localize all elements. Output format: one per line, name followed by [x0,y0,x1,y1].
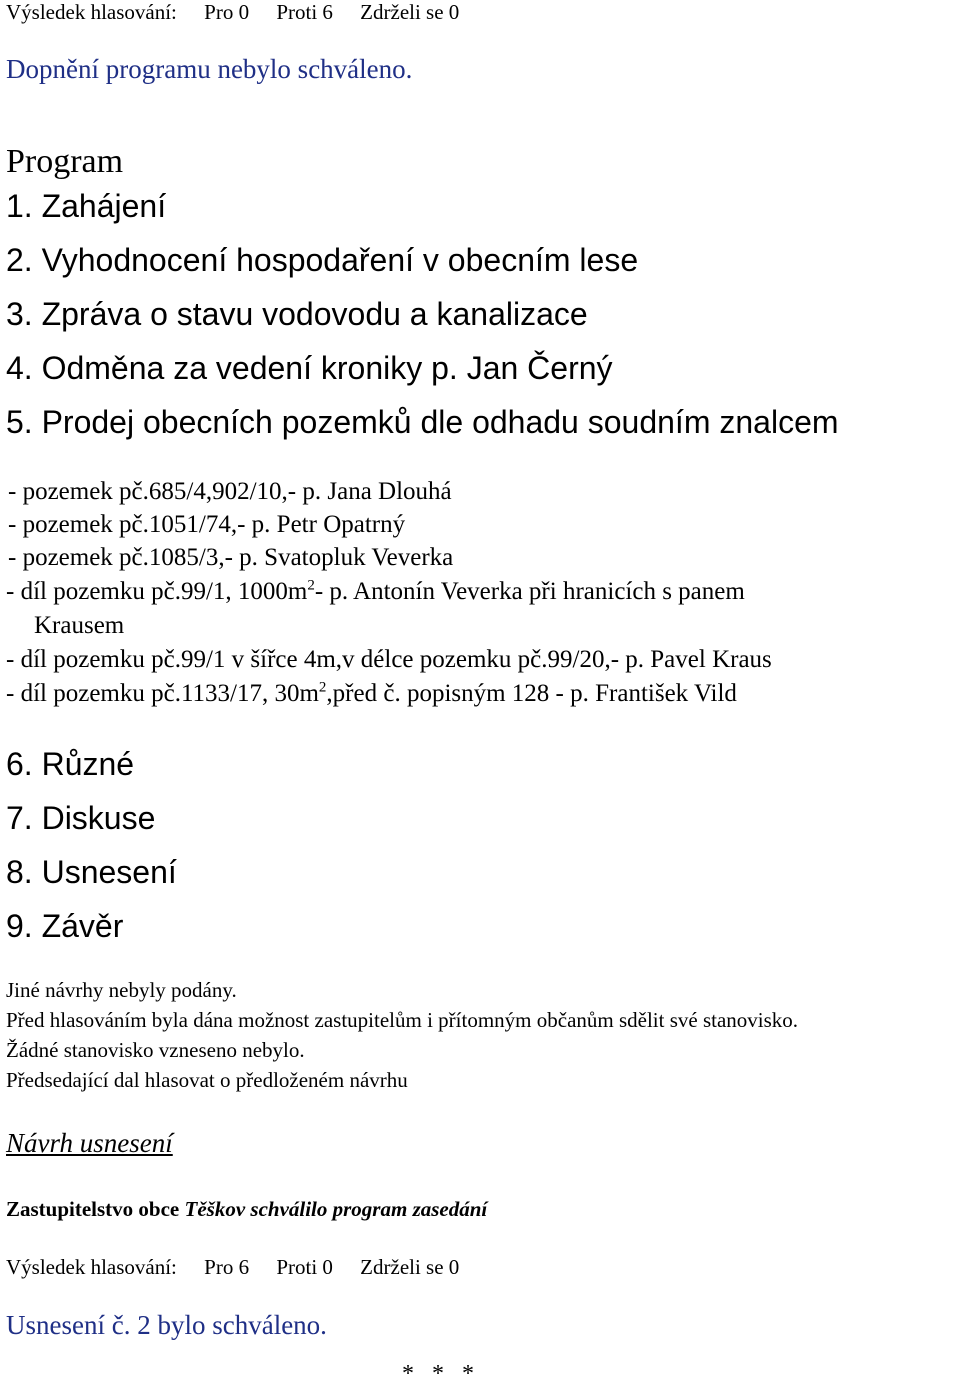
resolution-prefix: Zastupitelstvo obce [6,1197,180,1221]
vote-label: Výsledek hlasování: [6,0,177,24]
vote-proti: Proti 0 [276,1255,333,1279]
section-separator: * * * [402,1361,474,1387]
superscript-2: 2 [307,577,315,594]
vote-zdrzeli: Zdrželi se 0 [360,0,460,24]
parcel-subitem-1: - pozemek pč.685/4,902/10,- p. Jana Dlouhá [8,478,452,505]
program-item-4: 4. Odměna za vedení kroniky p. Jan Černý [6,350,613,386]
note-line-1: Jiné návrhy nebyly podány. [6,978,237,1002]
program-item-6: 6. Různé [6,746,135,782]
parcel-part-1-text: - díl pozemku pč.99/1, 1000m [6,578,308,605]
note-line-2: Před hlasováním byla dána možnost zastupitelům i přítomným občanům sdělit své stanovisko. [6,1008,799,1032]
parcel-subitem-3: - pozemek pč.1085/3,- p. Svatopluk Veverka [8,544,454,571]
parcel-subitem-2: - pozemek pč.1051/74,- p. Petr Opatrný [8,511,406,538]
vote-pro: Pro 6 [204,1255,250,1279]
result-not-approved: Dopnění programu nebylo schváleno. [6,54,413,84]
vote-result-line [6,0,459,24]
program-item-2: 2. Vyhodnocení hospodaření v obecním lese [6,242,639,278]
parcel-part-1-owner: - p. Antonín Veverka při hranicích s panem [314,578,745,605]
vote-result-line-2 [6,1254,459,1280]
parcel-part-3-text: - díl pozemku pč.1133/17, 30m [6,680,319,707]
program-item-1: 1. Zahájení [6,188,167,224]
vote-pro: Pro 0 [204,0,250,24]
vote-proti: Proti 6 [276,0,333,24]
parcel-part-3-owner: ,před č. popisným 128 - p. František Vild [326,680,737,707]
program-title: Program [6,143,124,180]
proposal-heading: Návrh usnesení [6,1128,173,1158]
note-line-4: Předsedající dal hlasovat o předloženém návrhu [6,1068,408,1092]
program-item-8: 8. Usnesení [6,854,177,890]
result-approved: Usnesení č. 2 bylo schváleno. [6,1310,327,1340]
program-item-7: 7. Diskuse [6,800,156,836]
parcel-part-3 [6,679,737,709]
program-item-5: 5. Prodej obecních pozemků dle odhadu soudním znalcem [6,404,839,440]
note-line-3: Žádné stanovisko vzneseno nebylo. [6,1038,305,1062]
program-item-3: 3. Zpráva o stavu vodovodu a kanalizace [6,296,588,332]
vote-zdrzeli: Zdrželi se 0 [360,1255,460,1279]
parcel-part-2: - díl pozemku pč.99/1 v šířce 4m,v délce pozemku pč.99/20,- p. Pavel Kraus [6,646,772,673]
superscript-2: 2 [318,679,327,696]
program-item-9: 9. Závěr [6,908,124,944]
vote-label: Výsledek hlasování: [6,1255,177,1279]
parcel-part-1 [6,577,745,607]
resolution-rest: Těškov schválilo program zasedání [184,1197,488,1221]
resolution-text [6,1196,487,1222]
parcel-part-1-continuation: Krausem [34,612,125,639]
